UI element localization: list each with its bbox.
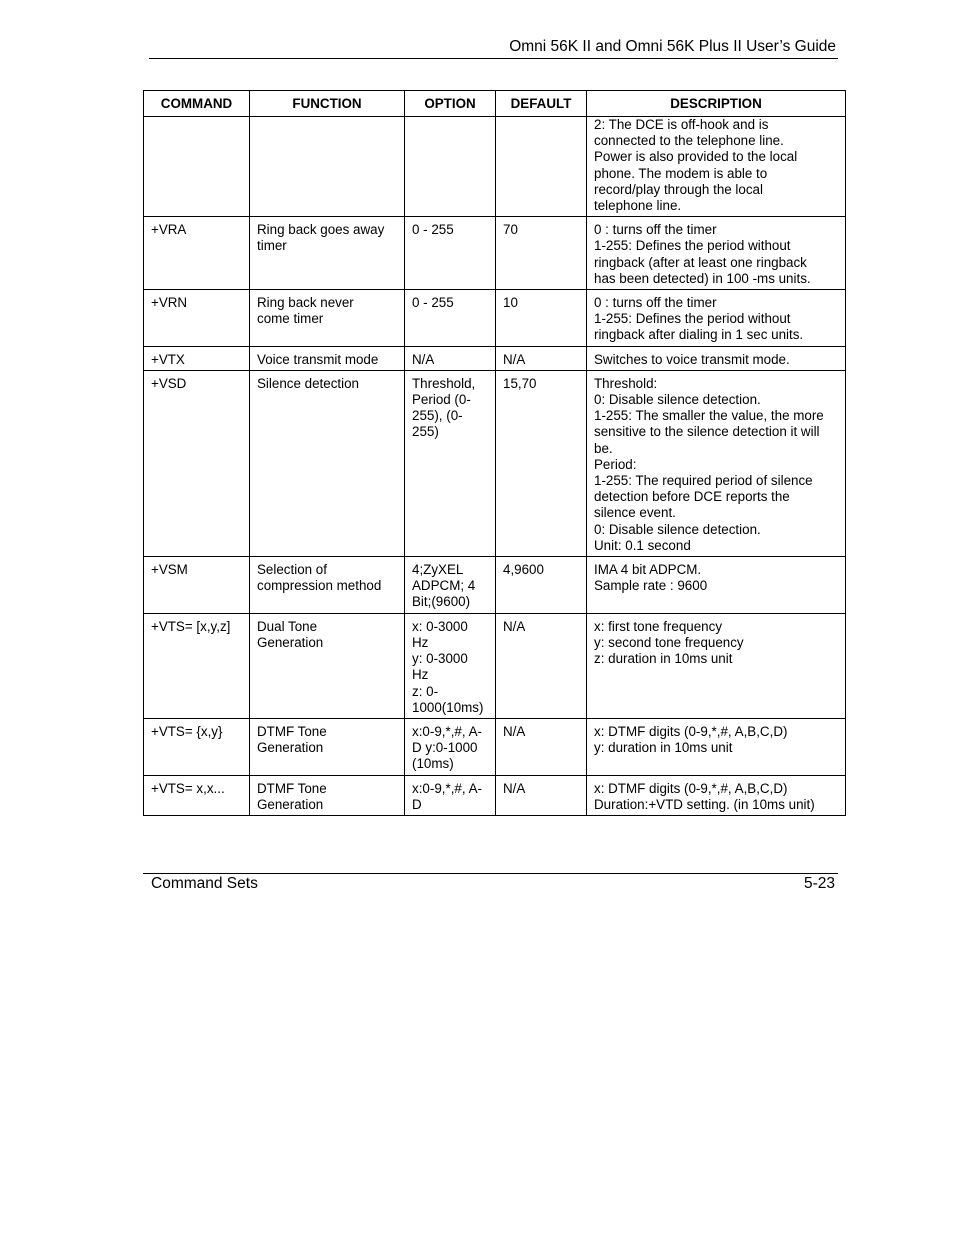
footer-section-name: Command Sets bbox=[151, 875, 258, 892]
footer-page-number: 5-23 bbox=[803, 875, 835, 892]
function-line: Generation bbox=[257, 796, 324, 812]
function-line: Ring back goes away bbox=[257, 222, 385, 238]
function-line: Dual Tone bbox=[257, 618, 318, 634]
function-line: timer bbox=[257, 238, 287, 254]
function-cell bbox=[250, 117, 405, 217]
description-line: z: duration in 10ms unit bbox=[594, 651, 733, 667]
description-line: be. bbox=[594, 440, 613, 456]
option-cell bbox=[405, 718, 496, 775]
description-cell bbox=[587, 613, 846, 718]
option-line: 255) bbox=[412, 424, 439, 440]
default-cell bbox=[496, 117, 587, 217]
default-cell: N/A bbox=[496, 613, 587, 718]
default-cell: N/A bbox=[496, 346, 587, 370]
option-line: x:0-9,*,#, A- bbox=[412, 780, 482, 796]
option-cell bbox=[405, 775, 496, 815]
option-cell bbox=[405, 217, 496, 290]
table-row bbox=[144, 775, 846, 815]
command-cell: +VTS= x,x... bbox=[144, 775, 250, 815]
command-cell: +VTS= {x,y} bbox=[144, 718, 250, 775]
command-cell: +VSD bbox=[144, 370, 250, 556]
function-line: DTMF Tone bbox=[257, 723, 327, 739]
function-line: Silence detection bbox=[257, 375, 359, 391]
description-line: 2: The DCE is off-hook and is bbox=[594, 117, 769, 132]
option-line: Threshold, bbox=[412, 375, 476, 391]
command-cell: +VSM bbox=[144, 557, 250, 614]
table-row bbox=[144, 557, 846, 614]
table-row bbox=[144, 718, 846, 775]
function-cell bbox=[250, 613, 405, 718]
description-line: 1-255: The required period of silence bbox=[594, 473, 813, 489]
command-cell: +VTS= [x,y,z] bbox=[144, 613, 250, 718]
description-line: phone. The modem is able to bbox=[594, 165, 768, 181]
table-body bbox=[144, 117, 846, 816]
default-cell: 10 bbox=[496, 290, 587, 347]
function-line: DTMF Tone bbox=[257, 780, 327, 796]
description-line: y: second tone frequency bbox=[594, 634, 744, 650]
function-cell bbox=[250, 775, 405, 815]
table-row bbox=[144, 217, 846, 290]
option-line: y: 0-3000 bbox=[412, 651, 468, 667]
description-line: 0 : turns off the timer bbox=[594, 295, 717, 311]
description-line: y: duration in 10ms unit bbox=[594, 740, 733, 756]
description-line: x: first tone frequency bbox=[594, 618, 723, 634]
description-line: x: DTMF digits (0-9,*,#, A,B,C,D) bbox=[594, 780, 788, 796]
description-line: Switches to voice transmit mode. bbox=[594, 351, 790, 367]
description-line: IMA 4 bit ADPCM. bbox=[594, 562, 702, 578]
function-line: Ring back never bbox=[257, 295, 354, 311]
table-row bbox=[144, 370, 846, 556]
description-line: 0 : turns off the timer bbox=[594, 222, 717, 238]
function-line: Generation bbox=[257, 634, 324, 650]
option-cell bbox=[405, 117, 496, 217]
option-line: 0 - 255 bbox=[412, 222, 454, 238]
column-header: DEFAULT bbox=[496, 91, 587, 117]
option-line: 4;ZyXEL bbox=[412, 562, 464, 578]
default-cell: 70 bbox=[496, 217, 587, 290]
function-cell bbox=[250, 217, 405, 290]
table-row bbox=[144, 346, 846, 370]
option-cell bbox=[405, 346, 496, 370]
column-header: FUNCTION bbox=[250, 91, 405, 117]
function-line: compression method bbox=[257, 578, 382, 594]
description-line: Threshold: bbox=[594, 375, 658, 391]
description-cell bbox=[587, 217, 846, 290]
description-line: Power is also provided to the local bbox=[594, 149, 798, 165]
description-line: silence event. bbox=[594, 505, 676, 521]
footer-rule bbox=[143, 873, 838, 874]
description-cell bbox=[587, 290, 846, 347]
option-cell bbox=[405, 557, 496, 614]
table-header-row bbox=[144, 91, 846, 117]
default-cell: N/A bbox=[496, 718, 587, 775]
description-cell bbox=[587, 557, 846, 614]
description-line: 1-255: The smaller the value, the more bbox=[594, 408, 824, 424]
description-cell bbox=[587, 346, 846, 370]
function-line: come timer bbox=[257, 311, 324, 327]
table-row bbox=[144, 117, 846, 217]
command-cell bbox=[144, 117, 250, 217]
command-cell: +VTX bbox=[144, 346, 250, 370]
description-cell bbox=[587, 775, 846, 815]
table-row bbox=[144, 290, 846, 347]
option-line: x: 0-3000 bbox=[412, 618, 468, 634]
default-cell: 4,9600 bbox=[496, 557, 587, 614]
function-line: Selection of bbox=[257, 562, 327, 578]
option-cell bbox=[405, 290, 496, 347]
page-header-title: Omni 56K II and Omni 56K Plus II User’s Guide bbox=[509, 38, 836, 55]
description-line: 0: Disable silence detection. bbox=[594, 521, 761, 537]
option-line: Bit;(9600) bbox=[412, 594, 471, 610]
description-line: 1-255: Defines the period without bbox=[594, 238, 791, 254]
description-line: Period: bbox=[594, 456, 637, 472]
description-line: detection before DCE reports the bbox=[594, 489, 790, 505]
column-header: OPTION bbox=[405, 91, 496, 117]
description-line: Sample rate : 9600 bbox=[594, 578, 708, 594]
option-line: Hz bbox=[412, 667, 429, 683]
description-line: connected to the telephone line. bbox=[594, 133, 784, 149]
column-header: DESCRIPTION bbox=[587, 91, 846, 117]
description-line: ringback after dialing in 1 sec units. bbox=[594, 327, 804, 343]
option-line: 1000(10ms) bbox=[412, 699, 484, 715]
description-line: x: DTMF digits (0-9,*,#, A,B,C,D) bbox=[594, 723, 788, 739]
description-line: Duration:+VTD setting. (in 10ms unit) bbox=[594, 796, 815, 812]
description-line: Unit: 0.1 second bbox=[594, 537, 691, 553]
option-line: (10ms) bbox=[412, 756, 454, 772]
option-line: x:0-9,*,#, A- bbox=[412, 723, 482, 739]
function-cell bbox=[250, 718, 405, 775]
function-line: Generation bbox=[257, 740, 324, 756]
header-rule bbox=[149, 58, 838, 59]
function-cell bbox=[250, 290, 405, 347]
description-line: 0: Disable silence detection. bbox=[594, 392, 761, 408]
command-cell: +VRA bbox=[144, 217, 250, 290]
option-line: Hz bbox=[412, 634, 429, 650]
function-cell bbox=[250, 557, 405, 614]
default-cell: 15,70 bbox=[496, 370, 587, 556]
option-line: z: 0- bbox=[412, 683, 439, 699]
description-line: sensitive to the silence detection it will bbox=[594, 424, 820, 440]
function-cell bbox=[250, 370, 405, 556]
option-line: D bbox=[412, 796, 422, 812]
option-line: 255), (0- bbox=[412, 408, 463, 424]
option-line: Period (0- bbox=[412, 392, 471, 408]
description-line: telephone line. bbox=[594, 198, 682, 214]
function-cell bbox=[250, 346, 405, 370]
description-line: has been detected) in 100 -ms units. bbox=[594, 270, 811, 286]
description-cell bbox=[587, 117, 846, 217]
description-line: record/play through the local bbox=[594, 181, 763, 197]
description-line: 1-255: Defines the period without bbox=[594, 311, 791, 327]
function-line: Voice transmit mode bbox=[257, 351, 379, 367]
description-line: ringback (after at least one ringback bbox=[594, 254, 807, 270]
option-line: D y:0-1000 bbox=[412, 740, 478, 756]
default-cell: N/A bbox=[496, 775, 587, 815]
column-header: COMMAND bbox=[144, 91, 250, 117]
option-cell bbox=[405, 370, 496, 556]
description-cell bbox=[587, 370, 846, 556]
command-table bbox=[143, 90, 846, 816]
option-line: ADPCM; 4 bbox=[412, 578, 476, 594]
option-cell bbox=[405, 613, 496, 718]
option-line: N/A bbox=[412, 351, 435, 367]
option-line: 0 - 255 bbox=[412, 295, 454, 311]
table-row bbox=[144, 613, 846, 718]
command-cell: +VRN bbox=[144, 290, 250, 347]
description-cell bbox=[587, 718, 846, 775]
